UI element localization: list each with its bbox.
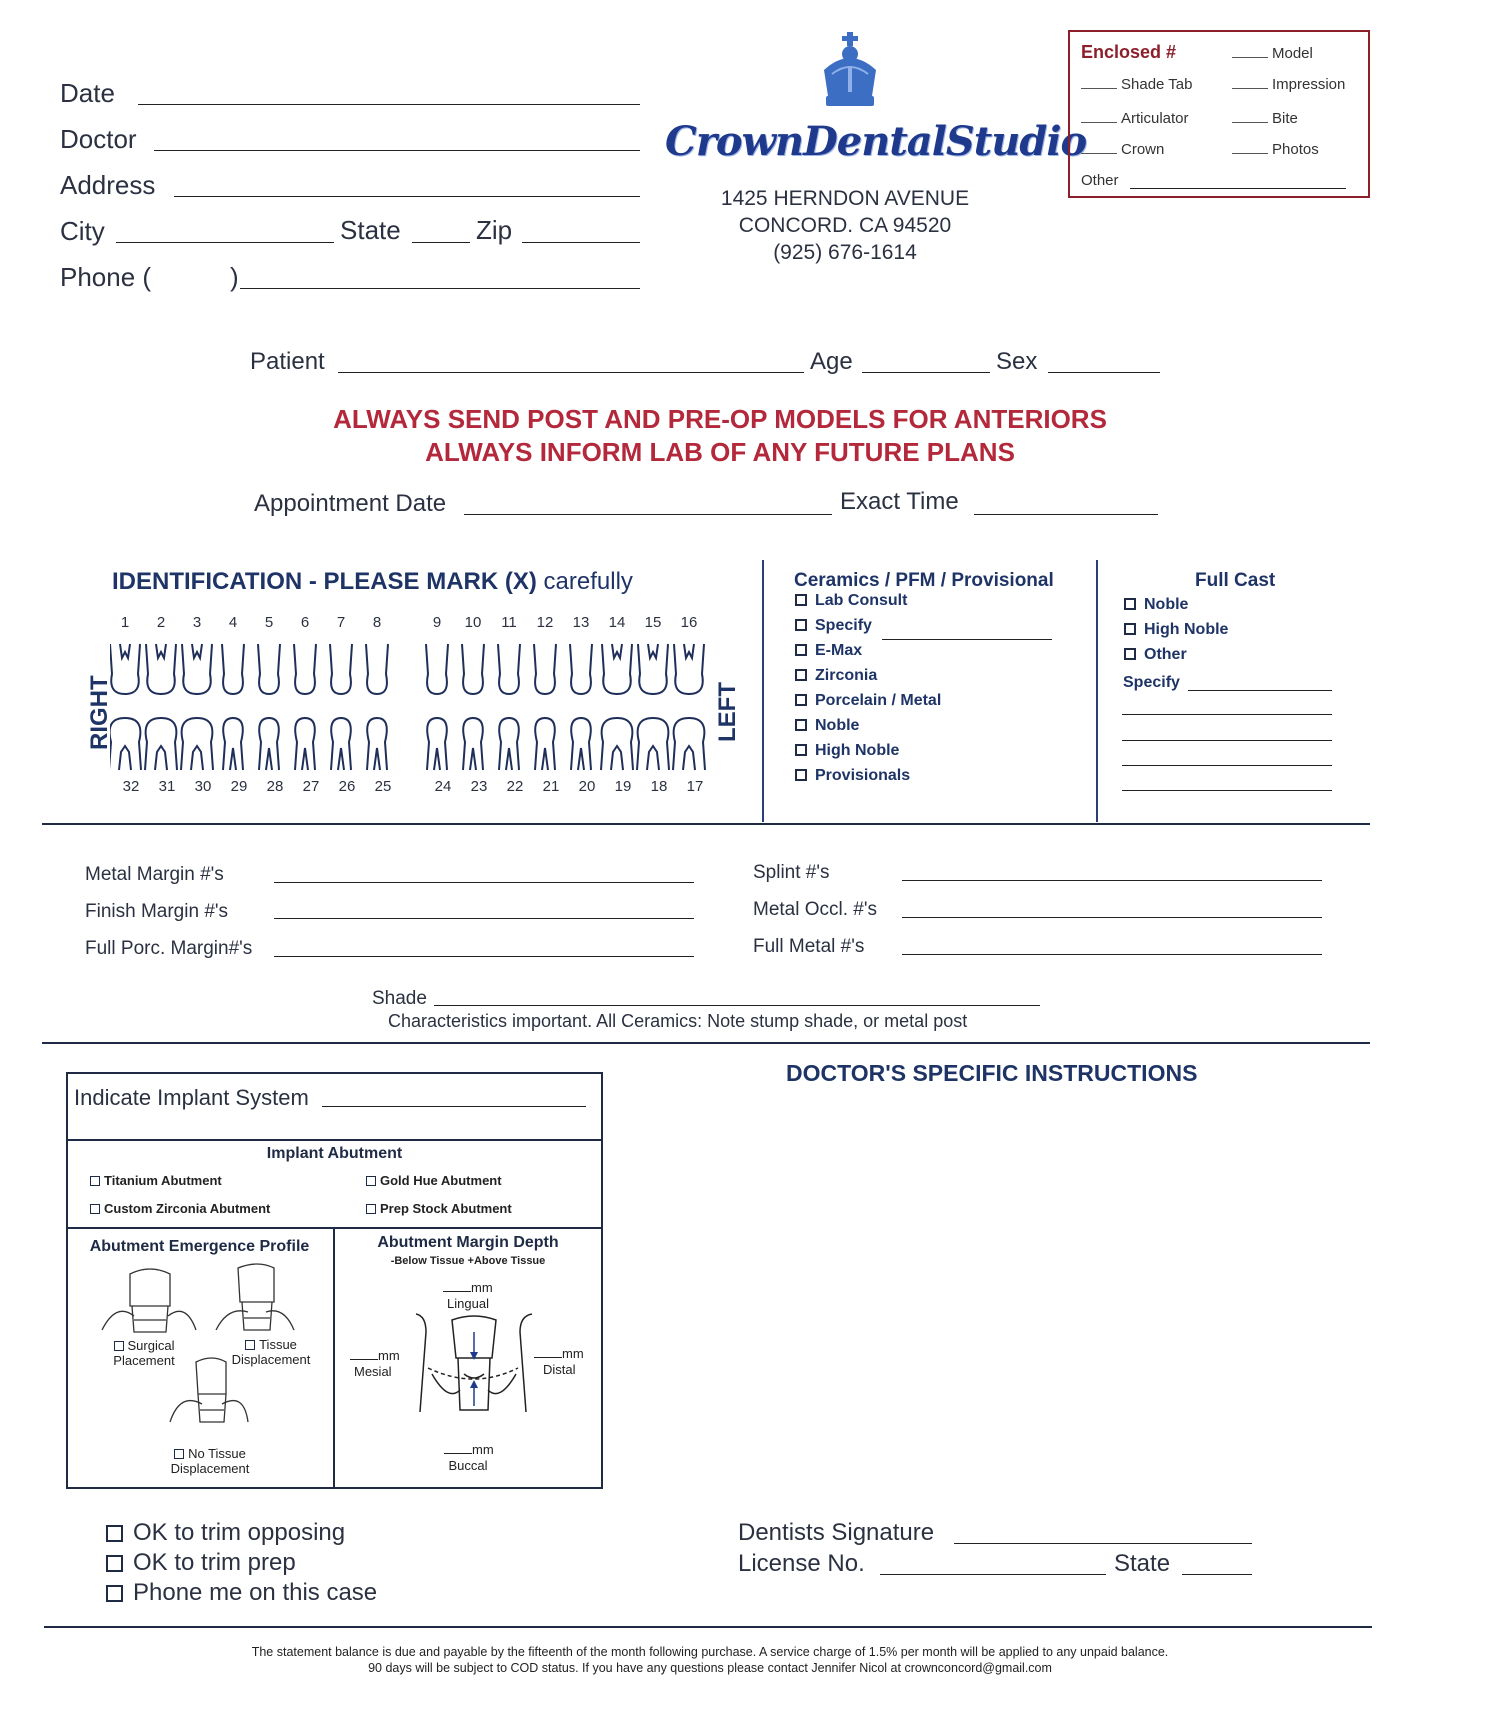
upper-tooth-root: [612, 644, 622, 658]
lower-tooth[interactable]: [367, 718, 387, 770]
upper-tooth-number: 15: [644, 614, 662, 631]
ceramics-option[interactable]: Zirconia: [795, 667, 877, 685]
lower-tooth[interactable]: [535, 718, 555, 770]
upper-tooth-root: [648, 644, 658, 658]
address-field[interactable]: [174, 196, 640, 197]
upper-tooth-root: [684, 644, 694, 658]
enclosed-other-label: Other: [1081, 172, 1119, 189]
lower-tooth[interactable]: [145, 718, 177, 770]
margin-depth-illustration: [408, 1312, 540, 1422]
full-cast-specify-field[interactable]: [1188, 690, 1332, 691]
zip-field[interactable]: [522, 242, 640, 243]
metal-margin-field[interactable]: [274, 882, 694, 883]
full-cast-option[interactable]: High Noble: [1124, 621, 1228, 639]
upper-tooth[interactable]: [498, 644, 520, 694]
lower-tooth-number: 19: [614, 778, 632, 795]
lower-tooth-number: 25: [374, 778, 392, 795]
upper-tooth[interactable]: [462, 644, 484, 694]
full-cast-line[interactable]: [1122, 740, 1332, 741]
upper-tooth[interactable]: [570, 644, 592, 694]
lower-tooth-root: [302, 748, 308, 770]
lower-tooth-root: [230, 748, 236, 770]
signature-label: Dentists Signature: [738, 1519, 935, 1546]
shade-field[interactable]: [434, 1005, 1040, 1006]
distal-label: Distal: [543, 1362, 576, 1377]
sex-label: Sex: [996, 348, 1038, 375]
left-side-label: LEFT: [714, 682, 741, 742]
phone-field[interactable]: [240, 288, 640, 289]
upper-tooth[interactable]: [366, 644, 388, 694]
metal-occl-field[interactable]: [902, 917, 1322, 918]
checkbox[interactable]: [795, 719, 807, 731]
upper-tooth-number: 2: [156, 614, 166, 631]
checkbox[interactable]: [795, 619, 807, 631]
patient-label: Patient: [250, 348, 325, 375]
lower-tooth-root: [470, 748, 476, 770]
full-cast-option[interactable]: Noble: [1124, 596, 1188, 614]
divider-ceramics-fullcast: [1096, 560, 1098, 822]
lower-tooth[interactable]: [637, 718, 669, 770]
lower-tooth-root: [266, 748, 272, 770]
lower-tooth-root: [506, 748, 512, 770]
lower-tooth-number: 22: [506, 778, 524, 795]
mesial-label: Mesial: [354, 1364, 392, 1379]
city-field[interactable]: [116, 242, 334, 243]
upper-tooth[interactable]: [426, 644, 448, 694]
doctor-field[interactable]: [154, 150, 640, 151]
lower-tooth-root: [191, 746, 203, 770]
upper-tooth-number: 7: [336, 614, 346, 631]
upper-tooth-number: 12: [536, 614, 554, 631]
section-divider: [42, 823, 1370, 825]
tooth-chart[interactable]: [110, 640, 710, 774]
doctor-label: Doctor: [60, 124, 137, 154]
lower-tooth-number: 18: [650, 778, 668, 795]
identification-title: IDENTIFICATION - PLEASE MARK (X) carefully: [112, 568, 633, 595]
lower-tooth-number: 30: [194, 778, 212, 795]
date-field[interactable]: [138, 104, 640, 105]
lower-tooth[interactable]: [110, 718, 141, 770]
checkbox[interactable]: [795, 644, 807, 656]
finish-margin-field[interactable]: [274, 918, 694, 919]
full-cast-option[interactable]: Other: [1124, 646, 1187, 664]
footer-divider: [44, 1626, 1372, 1628]
splint-field[interactable]: [902, 880, 1322, 881]
mesial-mm[interactable]: mm: [350, 1348, 400, 1363]
enclosed-other-field[interactable]: [1130, 188, 1346, 189]
ceramics-specify-field[interactable]: [882, 639, 1052, 640]
notice-line2: ALWAYS INFORM LAB OF ANY FUTURE PLANS: [425, 437, 1015, 467]
lower-tooth-number: 17: [686, 778, 704, 795]
lower-tooth[interactable]: [259, 718, 279, 770]
right-side-label: RIGHT: [86, 675, 113, 750]
ceramics-option[interactable]: Lab Consult: [795, 592, 907, 610]
no-tissue-displacement-option[interactable]: No Tissue Displacement: [170, 1446, 250, 1476]
shade-note: Characteristics important. All Ceramics: Note stump shade, or metal post: [388, 1011, 968, 1031]
exact-time-label: Exact Time: [840, 488, 959, 515]
brand-logo-text: CrownDentalStudio: [665, 118, 1087, 165]
doctor-instructions-area[interactable]: [786, 1100, 1346, 1500]
checkbox[interactable]: [795, 669, 807, 681]
upper-tooth-root: [156, 644, 166, 658]
margin-depth-title: Abutment Margin Depth: [377, 1234, 559, 1251]
age-field[interactable]: [862, 372, 990, 373]
lower-tooth-number: 27: [302, 778, 320, 795]
upper-tooth-root: [120, 644, 130, 658]
full-cast-title: Full Cast: [1195, 570, 1276, 591]
exact-time-field[interactable]: [974, 514, 1158, 515]
finish-margin-label: Finish Margin #'s: [85, 901, 229, 922]
ceramics-option[interactable]: E-Max: [795, 642, 862, 660]
lower-tooth[interactable]: [295, 718, 315, 770]
lower-tooth[interactable]: [181, 718, 213, 770]
checkbox[interactable]: [1124, 648, 1136, 660]
lower-tooth-number: 28: [266, 778, 284, 795]
license-state-field[interactable]: [1182, 1574, 1252, 1575]
lower-tooth-number: 24: [434, 778, 452, 795]
lower-tooth-root: [434, 748, 440, 770]
divider-ident-ceramics: [762, 560, 764, 822]
lower-tooth-root: [683, 746, 695, 770]
ceramics-option[interactable]: Porcelain / Metal: [795, 692, 941, 710]
state-label: State: [340, 215, 401, 245]
full-metal-field[interactable]: [902, 954, 1322, 955]
upper-tooth-number: 1: [120, 614, 130, 631]
checkbox[interactable]: [1124, 598, 1136, 610]
upper-tooth-number: 9: [432, 614, 442, 631]
metal-occl-label: Metal Occl. #'s: [753, 899, 877, 920]
enclosed-photos[interactable]: Photos: [1232, 141, 1319, 158]
zip-label: Zip: [476, 215, 513, 245]
phone-label: Phone (: [60, 262, 152, 292]
metal-margin-label: Metal Margin #'s: [85, 864, 224, 885]
lingual-label: Lingual: [447, 1296, 489, 1311]
license-state-label: State: [1114, 1550, 1171, 1577]
brand-address-line2: CONCORD. CA 94520: [738, 214, 952, 237]
tissue-displacement-option[interactable]: Tissue Displacement: [231, 1337, 311, 1367]
crown-icon: [818, 30, 882, 112]
full-cast-line[interactable]: [1122, 714, 1332, 715]
upper-tooth-root: [192, 644, 202, 658]
lower-tooth[interactable]: [223, 718, 243, 770]
implant-divider: [66, 1139, 603, 1141]
appointment-date-field[interactable]: [464, 514, 832, 515]
lower-tooth[interactable]: [499, 718, 519, 770]
lingual-mm[interactable]: mm: [443, 1280, 493, 1295]
brand-phone: (925) 676-1614: [773, 241, 917, 264]
lower-tooth-number: 29: [230, 778, 248, 795]
upper-tooth[interactable]: [294, 644, 316, 694]
lower-tooth-root: [119, 746, 131, 770]
full-metal-label: Full Metal #'s: [753, 936, 865, 957]
upper-tooth-number: 5: [264, 614, 274, 631]
full-cast-line[interactable]: [1122, 765, 1332, 766]
upper-tooth[interactable]: [222, 644, 244, 694]
full-cast-specify-label: Specify: [1123, 674, 1180, 691]
lower-tooth[interactable]: [571, 718, 591, 770]
lower-tooth-root: [542, 748, 548, 770]
enclosed-title: Enclosed #: [1081, 42, 1177, 62]
gold-hue-abutment-option[interactable]: Gold Hue Abutment: [366, 1173, 502, 1188]
lower-tooth-number: 26: [338, 778, 356, 795]
lower-tooth-number: 32: [122, 778, 140, 795]
upper-tooth-number: 13: [572, 614, 590, 631]
enclosed-shade-tab[interactable]: Shade Tab: [1081, 76, 1192, 93]
enclosed-crown[interactable]: Crown: [1081, 141, 1164, 158]
notice-line1: ALWAYS SEND POST AND PRE-OP MODELS FOR ANTERIORS: [333, 404, 1107, 434]
lower-tooth-number: 23: [470, 778, 488, 795]
buccal-label: Buccal: [448, 1458, 488, 1473]
implant-system-field[interactable]: [322, 1106, 586, 1107]
lower-tooth-root: [155, 746, 167, 770]
enclosed-impression[interactable]: Impression: [1232, 76, 1345, 93]
ceramics-option[interactable]: High Noble: [795, 742, 899, 760]
ceramics-option[interactable]: Provisionals: [795, 767, 910, 785]
appointment-date-label: Appointment Date: [254, 490, 447, 517]
lower-tooth-root: [338, 748, 344, 770]
lower-tooth-number: 31: [158, 778, 176, 795]
titanium-abutment-option[interactable]: Titanium Abutment: [90, 1173, 222, 1188]
upper-tooth-number: 14: [608, 614, 626, 631]
upper-tooth-number: 6: [300, 614, 310, 631]
upper-tooth[interactable]: [534, 644, 556, 694]
lower-tooth-number: 21: [542, 778, 560, 795]
lower-tooth-root: [611, 746, 623, 770]
license-label: License No.: [738, 1550, 865, 1577]
ok-trim-prep-option[interactable]: OK to trim prep: [106, 1549, 296, 1577]
lower-tooth[interactable]: [673, 718, 705, 770]
city-label: City: [60, 216, 105, 246]
enclosed-model[interactable]: Model: [1232, 45, 1313, 62]
upper-tooth-number: 4: [228, 614, 238, 631]
ok-trim-opposing-option[interactable]: OK to trim opposing: [106, 1519, 345, 1547]
footer-line2: 90 days will be subject to COD status. If you have any questions please contact Jennifer Nicol at crownconcord@gmail.com: [368, 1661, 1052, 1675]
brand-address-line1: 1425 HERNDON AVENUE: [720, 187, 970, 210]
section-divider: [42, 1042, 1370, 1044]
custom-zirconia-abutment-option[interactable]: Custom Zirconia Abutment: [90, 1201, 270, 1216]
lower-tooth[interactable]: [601, 718, 633, 770]
upper-tooth-number: 3: [192, 614, 202, 631]
sex-field[interactable]: [1048, 372, 1160, 373]
checkbox[interactable]: [795, 744, 807, 756]
lower-tooth[interactable]: [331, 718, 351, 770]
ceramics-option[interactable]: Noble: [795, 717, 859, 735]
full-porc-margin-label: Full Porc. Margin#'s: [85, 938, 253, 959]
checkbox[interactable]: [1124, 623, 1136, 635]
license-field[interactable]: [880, 1574, 1106, 1575]
upper-tooth-number: 11: [501, 614, 517, 631]
lower-tooth-root: [578, 748, 584, 770]
upper-tooth-number: 10: [464, 614, 482, 631]
margin-depth-subtitle: -Below Tissue +Above Tissue: [390, 1255, 546, 1267]
upper-tooth[interactable]: [330, 644, 352, 694]
lower-tooth-root: [374, 748, 380, 770]
lower-tooth-number: 20: [578, 778, 596, 795]
state-field[interactable]: [412, 242, 470, 243]
full-porc-margin-field[interactable]: [274, 956, 694, 957]
upper-tooth-number: 8: [372, 614, 382, 631]
phone-close-paren: ): [230, 262, 239, 292]
checkbox[interactable]: [795, 769, 807, 781]
surgical-placement-option[interactable]: Surgical Placement: [113, 1338, 175, 1368]
checkbox[interactable]: [795, 594, 807, 606]
shade-label: Shade: [372, 988, 427, 1009]
splint-label: Splint #'s: [753, 862, 830, 883]
ceramics-title: Ceramics / PFM / Provisional: [794, 570, 1054, 591]
doctor-instructions-title: DOCTOR'S SPECIFIC INSTRUCTIONS: [786, 1060, 1198, 1086]
lower-tooth[interactable]: [463, 718, 483, 770]
distal-mm[interactable]: mm: [534, 1346, 584, 1361]
date-label: Date: [60, 78, 115, 108]
lower-tooth-root: [647, 746, 659, 770]
full-cast-line[interactable]: [1122, 790, 1332, 791]
emergence-profile-title: Abutment Emergence Profile: [89, 1238, 310, 1255]
buccal-mm[interactable]: mm: [444, 1442, 494, 1457]
lower-tooth[interactable]: [427, 718, 447, 770]
upper-tooth[interactable]: [258, 644, 280, 694]
phone-me-option[interactable]: Phone me on this case: [106, 1579, 377, 1607]
footer-line1: The statement balance is due and payable by the fifteenth of the month following purchase. A service charge of 1.5% per month will be applied to any unpaid balance.: [251, 1645, 1169, 1659]
enclosed-bite[interactable]: Bite: [1232, 110, 1298, 127]
checkbox[interactable]: [795, 694, 807, 706]
enclosed-articulator[interactable]: Articulator: [1081, 110, 1189, 127]
patient-field[interactable]: [338, 372, 804, 373]
prep-stock-abutment-option[interactable]: Prep Stock Abutment: [366, 1201, 512, 1216]
implant-system-label: Indicate Implant System: [74, 1085, 309, 1110]
ceramics-option[interactable]: Specify: [795, 617, 872, 635]
address-label: Address: [60, 170, 156, 200]
implant-abutment-title: Implant Abutment: [266, 1145, 403, 1162]
upper-tooth-number: 16: [680, 614, 698, 631]
age-label: Age: [810, 348, 853, 375]
signature-field[interactable]: [954, 1543, 1252, 1544]
